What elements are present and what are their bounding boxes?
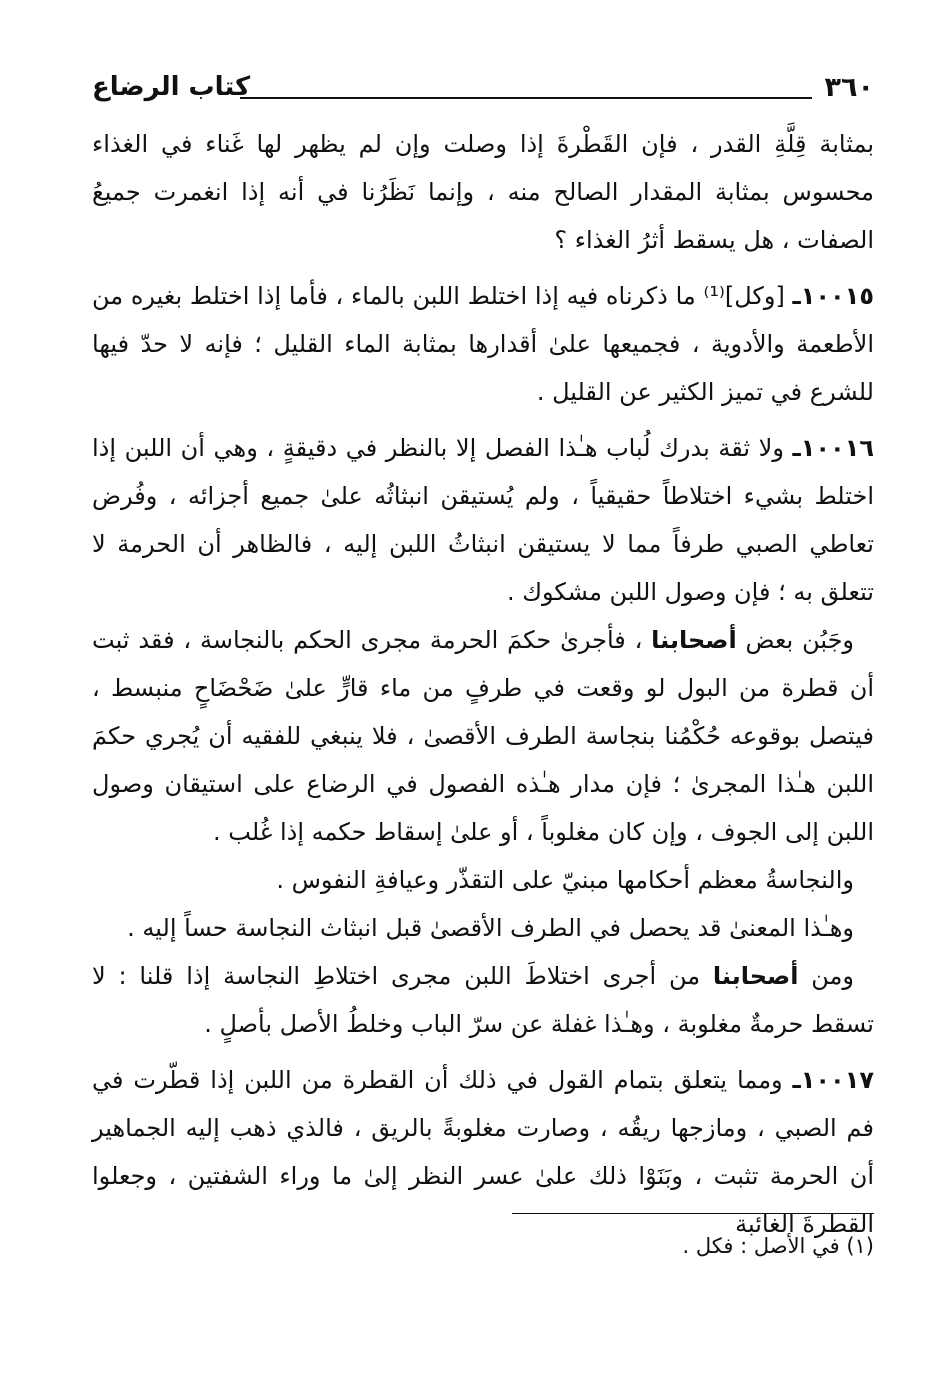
header-rule — [240, 97, 812, 99]
paragraph-man — [92, 952, 874, 1048]
paragraph-text-post: من أجرى اختلاطَ اللبن مجرى اختلاطِ النجاسة إذا قلنا : لا تسقط حرمةٌ مغلوبة ، وهـٰذا غفلة عن سرّ الباب وخلطُ الأصل بأصلٍ . — [92, 962, 874, 1038]
body-text — [92, 120, 874, 1248]
paragraph-number: ١٠٠١٦ـ — [792, 434, 874, 462]
paragraph-text: ومما يتعلق بتمام القول في ذلك أن القطرة من اللبن إذا قطّرت في فم الصبي ، ومازجها ريقُه ، وصارت مغلوبةً بالريق ، فالذي ذهب إليه الجماهير أن الحرمة تثبت ، وبَنَوْا ذلك علىٰ عسر النظر إلىٰ ما وراء الشفتين ، وجعلوا القطرةَ الغائبة — [92, 1066, 874, 1238]
paragraph-number: ١٠٠١٧ـ — [792, 1066, 874, 1094]
paragraph-10017 — [92, 1056, 874, 1248]
page-number: ٣٦٠ — [824, 72, 874, 103]
paragraph-10016 — [92, 424, 874, 616]
paragraph-mana: وهـٰذا المعنىٰ قد يحصل في الطرف الأقصىٰ قبل انبثاث النجاسة حساً إليه . — [127, 914, 854, 942]
book-page — [92, 70, 874, 1370]
paragraph-text: ولا ثقة بدرك لُباب هـٰذا الفصل إلا بالنظر في دقيقةٍ ، وهي أن اللبن إذا اختلط بشيء اختلاطاً حقيقياً ، ولم يُستيقن انبثاثُه علىٰ جميع أجزائه ، وفُرض تعاطي الصبي طرفاً مما لا يستيقن انبثاثُ اللبن إليه ، فالظاهر أن الحرمة لا تتعلق به ؛ فإن وصول اللبن مشكوك . — [92, 434, 874, 606]
footnote-text: في الأصل : فكل . — [682, 1234, 840, 1258]
paragraph-bold-term: أصحابنا — [651, 626, 737, 654]
book-title: كتاب الرضاع — [92, 72, 251, 102]
paragraph-text-post: ، فأجرىٰ حكمَ الحرمة مجرى الحكم بالنجاسة ، فقد ثبت أن قطرة من البول لو وقعت في طرفٍ من ماء قارٍّ علىٰ ضَحْضَاحٍ منبسط ، فيتصل بوقوعه حُكْمُنا بنجاسة الطرف الأقصىٰ ، فلا ينبغي للفقيه أن يُجري حكمَ اللبن هـٰذا المجرىٰ ؛ فإن مدار هـٰذه الفصول في الرضاع على استيقان وصول اللبن إلى الجوف ، وإن كان مغلوباً ، أو علىٰ إسقاط حكمه إذا غُلب . — [92, 626, 874, 846]
footnote-marker: (١) — [846, 1234, 874, 1258]
paragraph-najasa: والنجاسةُ معظم أحكامها مبنيّ على التقذّر وعيافةِ النفوس . — [276, 866, 854, 894]
footnote — [683, 1234, 874, 1258]
paragraph-continuation — [92, 120, 874, 264]
footnote-rule — [512, 1213, 874, 1214]
page-header — [92, 70, 874, 114]
paragraph-10015 — [92, 272, 874, 416]
paragraph-text-pre: وجَبُن بعض — [736, 626, 855, 654]
paragraph-jubn — [92, 616, 874, 856]
paragraph-bold-term: أصحابنا — [712, 962, 799, 990]
paragraph-text: بمثابة قِلَّةِ القدر ، فإن القَطْرةَ إذا وصلت وإن لم يظهر لها غَناء في الغذاء محسوس بمثابة المقدار الصالح منه ، وإنما نَظَرُنا في أنه إذا انغمرت جميعُ الصفات ، هل يسقط أثرُ الغذاء ؟ — [92, 130, 874, 254]
paragraph-number: ١٠٠١٥ـ — [792, 282, 874, 310]
paragraph-text-pre: ومن — [798, 962, 854, 990]
paragraph-text: [وكل]⁽¹⁾ ما ذكرناه فيه إذا اختلط اللبن بالماء ، فأما إذا اختلط بغيره من الأطعمة والأدوية ، فجميعها علىٰ أقدارها بمثابة الماء القليل ؛ فإنه لا حدّ فيها للشرع في تميز الكثير عن القليل . — [92, 282, 874, 406]
